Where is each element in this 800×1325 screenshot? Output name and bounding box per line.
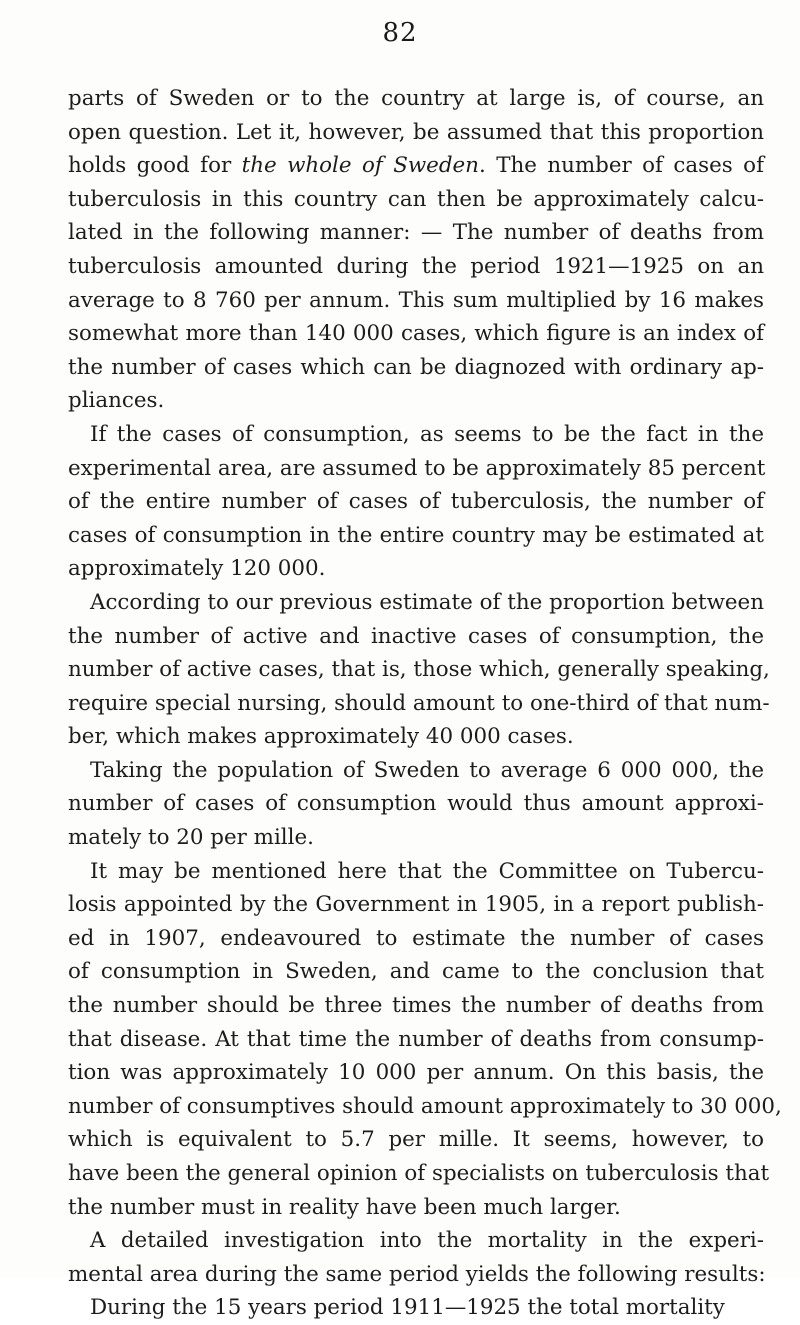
text-line [68,351,764,385]
text-span: During the 15 years period 1911—1925 the total mortality [90,1295,725,1321]
text-span: that disease. At that time the number of deaths from consump- [68,1026,764,1052]
text-span: It may be mentioned here that the Committee on Tubercu- [90,858,764,884]
text-line [68,1090,782,1124]
text-line [68,250,764,284]
text-span: have been the general opinion of specialists on tuberculosis that [68,1161,770,1186]
text-line [68,418,764,452]
paragraph [68,418,764,586]
text-line [68,1224,764,1258]
text-span: parts of Sweden or to the country at large is, of course, an [68,86,764,111]
text-span: approximately 120 000. [68,556,326,582]
text-line [68,317,764,351]
text-line [68,821,764,855]
text-span: lated in the following manner: — The number of deaths from [68,220,764,246]
text-line [68,1056,764,1090]
text-span: According to our previous estimate of the proportion between [90,589,764,615]
paragraph [68,1291,764,1325]
text-span: . The number of cases of [478,153,764,179]
text-span: require special nursing, should amount to one-third of that num- [68,690,770,716]
text-span: mately to 20 per mille. [68,825,314,851]
text-line [68,1023,764,1057]
text-line [68,116,764,150]
text-line [68,754,764,788]
text-line [68,216,764,250]
text-line [68,183,764,217]
text-span: ed in 1907, endeavoured to estimate the number of cases [68,925,764,951]
text-span: the number must in reality have been much larger. [68,1194,621,1220]
text-span: cases of consumption in the entire country may be estimated at [68,522,764,548]
text-line [68,1191,764,1225]
paragraph [68,586,770,754]
text-span: Taking the population of Sweden to average 6 000 000, the [90,757,764,783]
text-span: of consumption in Sweden, and came to the conclusion that [68,959,764,985]
text-line [68,519,764,553]
text-span: losis appointed by the Government in 1905, in a report publish- [68,892,764,918]
paragraph [68,1224,764,1291]
body-text [68,82,782,1325]
text-line [68,687,770,721]
text-span: A detailed investigation into the mortality in the experi- [90,1228,764,1254]
text-line [68,1123,764,1157]
text-line [68,855,764,889]
text-line [68,989,764,1023]
text-span: tuberculosis in this country can then be approximately calcu- [68,186,764,212]
text-span: pliances. [68,388,165,414]
text-line [68,452,764,486]
text-span: number of active cases, that is, those which, generally speaking, [68,657,770,683]
text-line [68,1157,770,1191]
text-span: number of cases of consumption would thus amount approxi- [68,791,764,817]
text-line [68,485,764,519]
text-span: mental area during the same period yields the following results: [68,1261,766,1287]
text-line [68,620,764,654]
text-span: holds good for [68,153,242,179]
text-span: somewhat more than 140 000 cases, which figure is an index of [68,321,764,347]
text-span: of the entire number of cases of tuberculosis, the number of [68,489,764,515]
text-line [68,586,764,620]
text-span: open question. Let it, however, be assumed that this proportion [68,119,764,145]
text-span: number of consumptives should amount approximately to 30 000, [68,1093,782,1119]
text-line [68,720,764,754]
text-line [68,888,764,922]
text-line [68,922,764,956]
text-span: ber, which makes approximately 40 000 cases. [68,724,574,750]
text-span: average to 8 760 per annum. This sum multiplied by 16 makes [68,287,764,313]
text-span: tuberculosis amounted during the period 1921—1925 on an [68,253,764,279]
text-span: the number should be three times the number of deaths from [68,993,764,1019]
page-number: 82 [382,18,418,48]
text-span: tion was approximately 10 000 per annum. On this basis, the [68,1060,764,1086]
text-line [68,1291,764,1325]
text-line [68,552,764,586]
paragraph [68,855,782,1225]
paragraph [68,754,764,855]
text-line [68,284,764,318]
text-line [68,787,764,821]
text-span: If the cases of consumption, as seems to be the fact in the [90,421,764,447]
italic-text: the whole of Sweden [241,153,479,179]
text-span: which is equivalent to 5.7 per mille. It seems, however, to [68,1127,764,1153]
text-line [68,653,770,687]
text-span: experimental area, are assumed to be approximately 85 percent [68,455,766,481]
text-line [68,82,764,116]
text-line [68,149,764,183]
text-line [68,1258,764,1292]
text-span: the number of cases which can be diagnozed with ordinary ap- [68,354,764,380]
text-line [68,384,764,418]
text-span: the number of active and inactive cases of consumption, the [68,623,764,649]
text-line [68,955,764,989]
paragraph [68,82,764,418]
